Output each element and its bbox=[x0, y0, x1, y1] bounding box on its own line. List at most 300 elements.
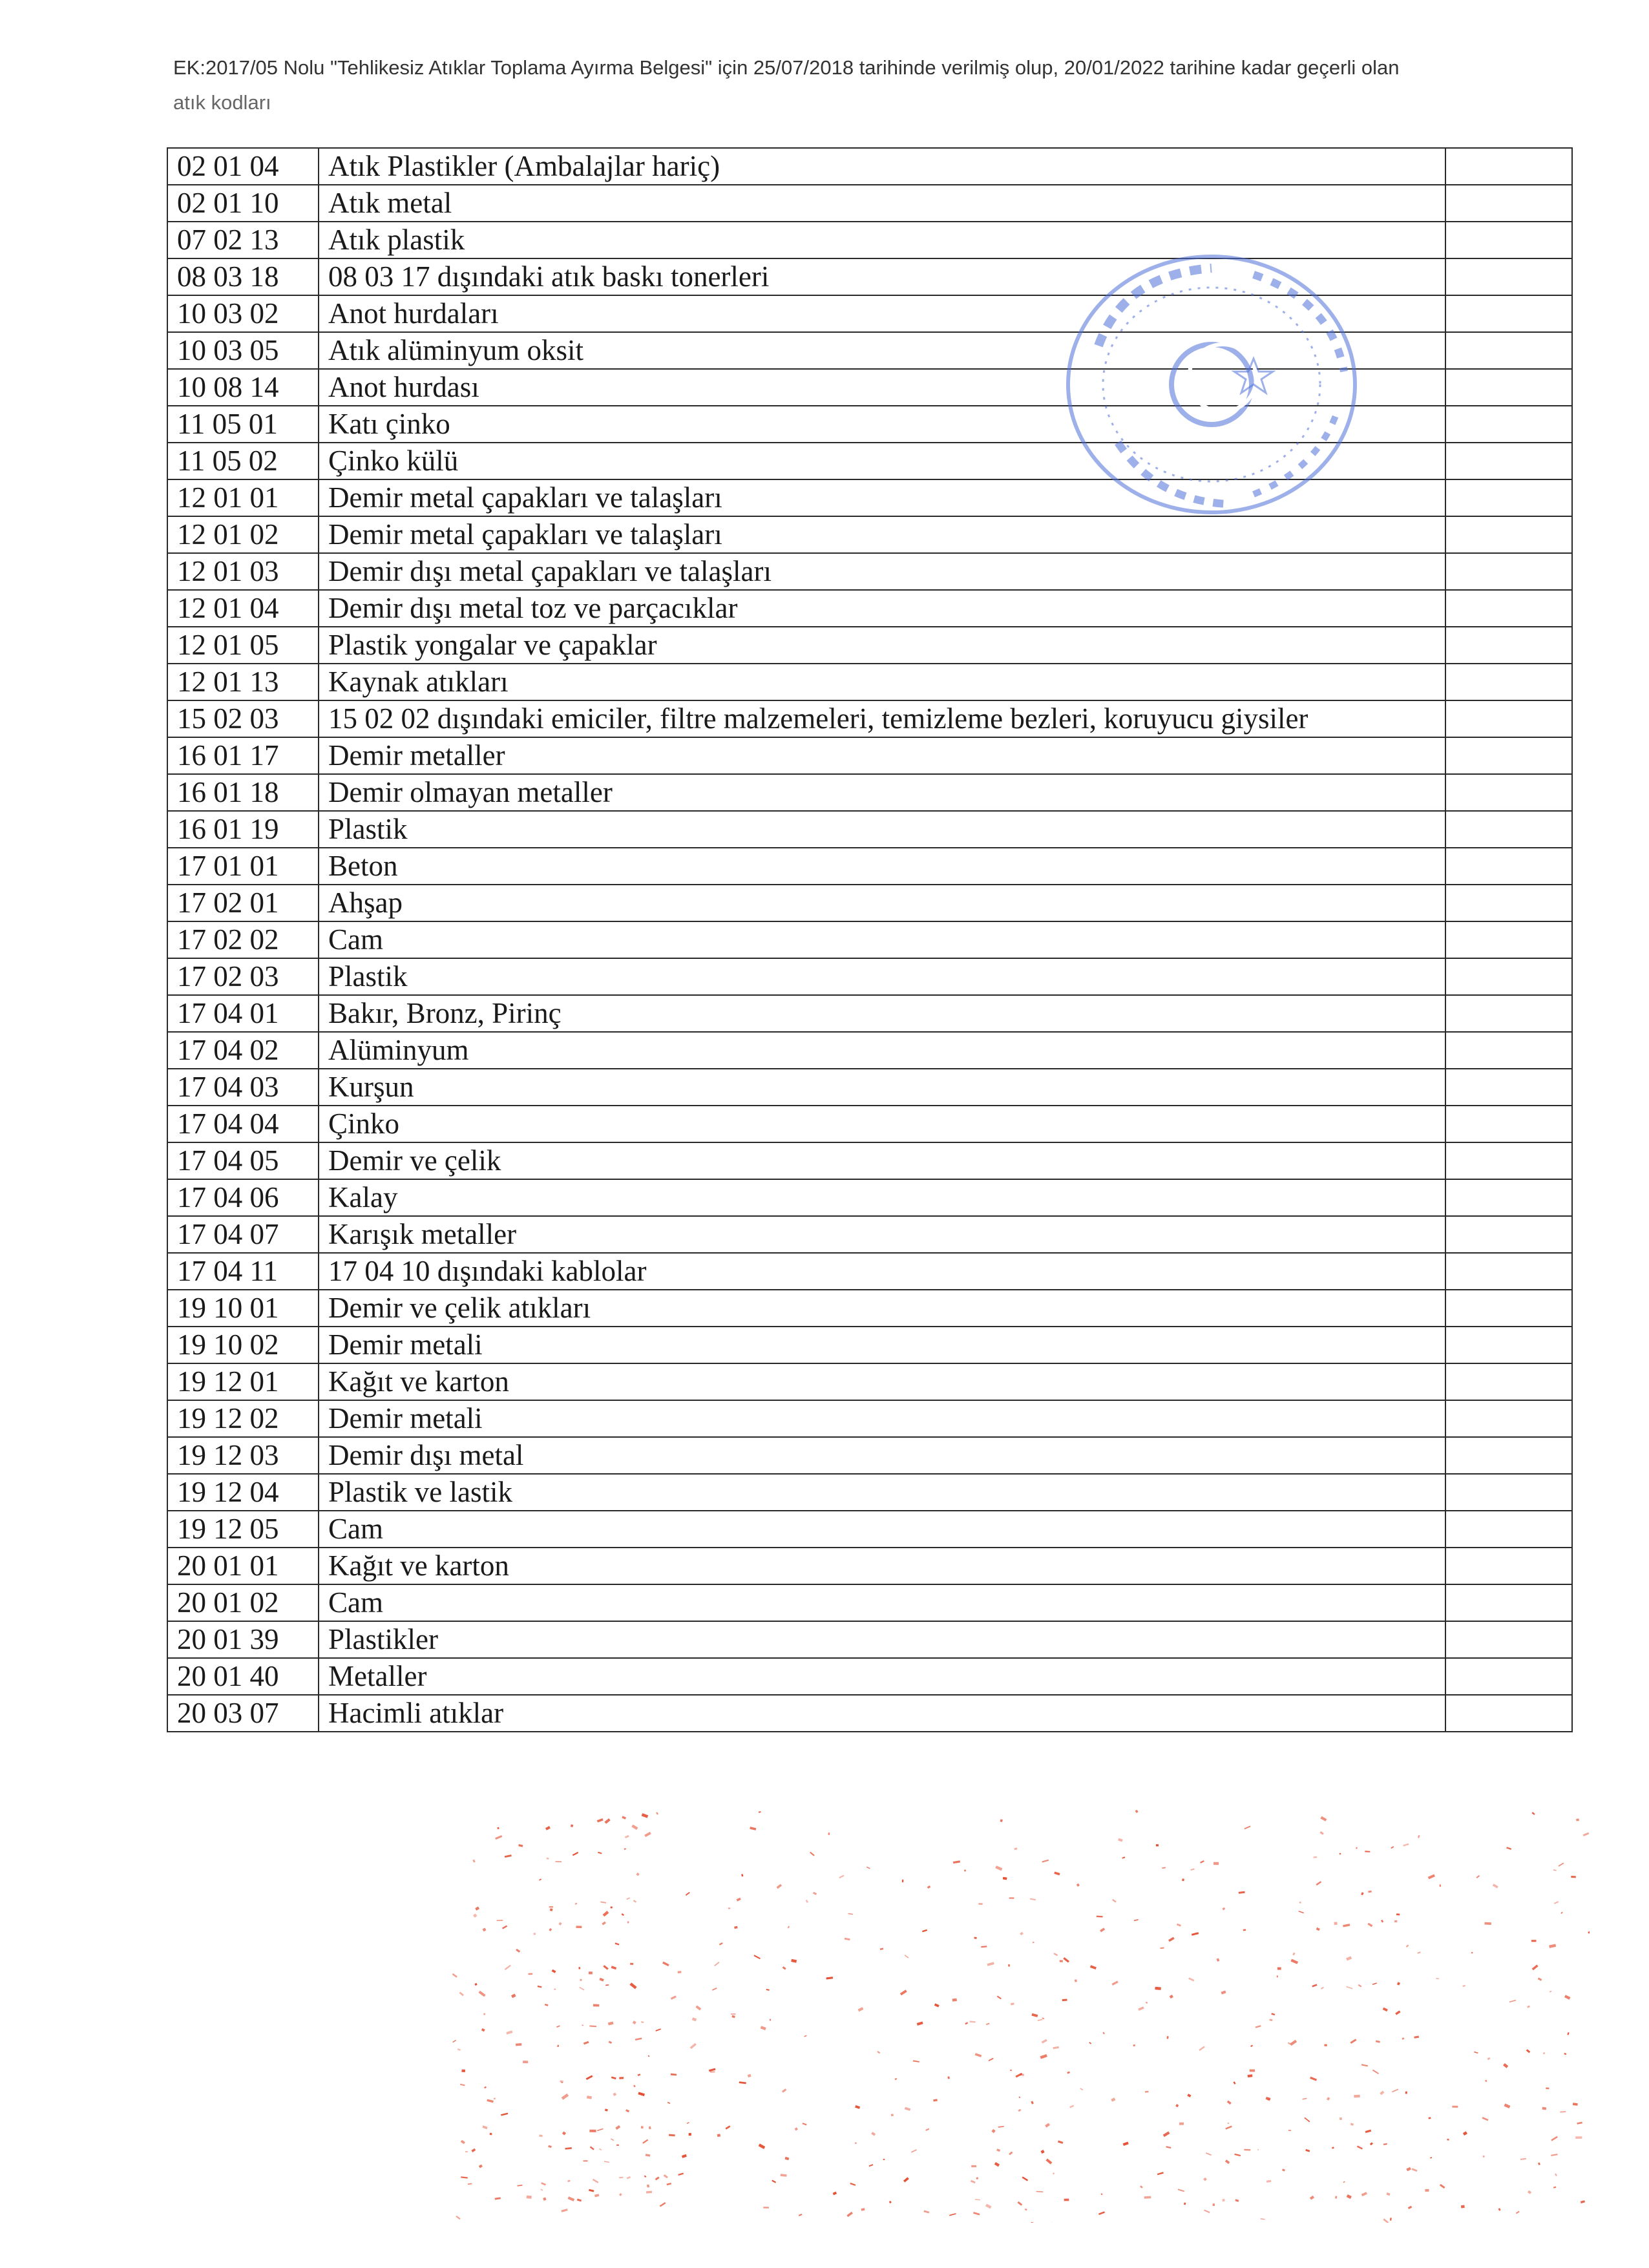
speckle-mark bbox=[461, 2070, 465, 2072]
speckle-mark bbox=[741, 1874, 743, 1876]
table-row bbox=[167, 1032, 1572, 1069]
speckle-mark bbox=[861, 2208, 865, 2211]
table-row bbox=[167, 1474, 1572, 1511]
speckle-mark bbox=[1316, 1881, 1322, 1885]
empty-cell bbox=[1445, 958, 1572, 995]
speckle-mark bbox=[562, 2094, 569, 2100]
waste-code-cell: 16 01 17 bbox=[167, 737, 319, 774]
speckle-mark bbox=[533, 1933, 536, 1935]
speckle-mark bbox=[1559, 1863, 1564, 1867]
speckle-mark bbox=[989, 2058, 994, 2061]
waste-code-cell: 19 12 03 bbox=[167, 1437, 319, 1474]
speckle-mark bbox=[1234, 2154, 1241, 2156]
speckle-mark bbox=[1217, 1958, 1220, 1961]
speckle-mark bbox=[611, 1966, 617, 1969]
speckle-mark bbox=[646, 2191, 652, 2194]
speckle-mark bbox=[895, 2078, 898, 2081]
waste-code-cell: 19 12 02 bbox=[167, 1400, 319, 1437]
speckle-mark bbox=[586, 2075, 593, 2079]
speckle-mark bbox=[1425, 2189, 1429, 2192]
speckle-mark bbox=[806, 1900, 808, 1903]
speckle-mark bbox=[1003, 1877, 1007, 1880]
speckle-mark bbox=[529, 1973, 533, 1975]
speckle-mark bbox=[516, 1949, 520, 1953]
speckle-mark bbox=[656, 1812, 658, 1814]
speckle-mark bbox=[1320, 1816, 1327, 1822]
speckle-mark bbox=[828, 1832, 830, 1835]
speckle-mark bbox=[562, 2132, 566, 2136]
speckle-mark bbox=[731, 2013, 735, 2015]
speckle-mark bbox=[671, 1995, 677, 2000]
empty-cell bbox=[1445, 1216, 1572, 1253]
speckle-mark bbox=[1020, 1932, 1024, 1935]
empty-cell bbox=[1445, 700, 1572, 737]
speckle-mark bbox=[1244, 2149, 1250, 2151]
speckle-mark bbox=[511, 1993, 516, 1998]
speckle-mark bbox=[495, 1835, 502, 1840]
speckle-mark bbox=[1429, 2117, 1431, 2119]
table-row bbox=[167, 1069, 1572, 1106]
speckle-mark bbox=[923, 2210, 929, 2214]
speckle-mark bbox=[459, 1992, 464, 1997]
speckle-mark bbox=[1261, 2218, 1265, 2220]
speckle-mark bbox=[1583, 1832, 1590, 1836]
speckle-mark bbox=[626, 1897, 630, 1900]
speckle-mark bbox=[1062, 1999, 1067, 2001]
speckle-mark bbox=[880, 1948, 884, 1950]
waste-description-cell: Demir dışı metal bbox=[319, 1437, 1445, 1474]
speckle-mark bbox=[555, 1861, 562, 1862]
speckle-mark bbox=[1199, 2046, 1204, 2051]
speckle-mark bbox=[482, 2125, 487, 2129]
table-row bbox=[167, 1658, 1572, 1695]
waste-code-cell: 20 01 02 bbox=[167, 1584, 319, 1621]
speckle-mark bbox=[1588, 1930, 1590, 1934]
speckle-mark bbox=[1546, 2088, 1549, 2090]
speckle-mark bbox=[1009, 1897, 1014, 1898]
speckle-mark bbox=[505, 1965, 511, 1970]
speckle-mark bbox=[1418, 1835, 1420, 1838]
speckle-mark bbox=[589, 2130, 596, 2132]
speckle-mark bbox=[949, 2213, 956, 2216]
empty-cell bbox=[1445, 1142, 1572, 1179]
table-row bbox=[167, 1216, 1572, 1253]
speckle-mark bbox=[1343, 1924, 1350, 1927]
waste-description-cell: Ahşap bbox=[319, 885, 1445, 921]
speckle-mark bbox=[1372, 1982, 1377, 1985]
speckle-mark bbox=[1069, 2105, 1074, 2108]
speckle-mark bbox=[461, 2140, 465, 2144]
speckle-mark bbox=[810, 1852, 815, 1856]
speckle-mark bbox=[1520, 2158, 1526, 2161]
speckle-mark bbox=[516, 2043, 521, 2046]
speckle-mark bbox=[583, 2041, 589, 2045]
speckle-mark bbox=[1000, 1819, 1003, 1822]
speckle-mark bbox=[571, 1824, 573, 1827]
speckle-mark bbox=[761, 2026, 766, 2030]
speckle-mark bbox=[1206, 2152, 1212, 2156]
speckle-mark bbox=[1350, 2039, 1357, 2044]
speckle-mark bbox=[1396, 1913, 1400, 1915]
speckle-mark bbox=[1324, 2044, 1327, 2046]
speckle-mark bbox=[1054, 1872, 1060, 1876]
speckle-mark bbox=[548, 2145, 552, 2148]
waste-code-cell: 16 01 19 bbox=[167, 811, 319, 848]
waste-description-cell: Demir metali bbox=[319, 1400, 1445, 1437]
speckle-mark bbox=[580, 1979, 582, 1981]
speckle-mark bbox=[1178, 2189, 1184, 2192]
waste-description-cell: Cam bbox=[319, 1511, 1445, 1548]
speckle-mark bbox=[1560, 1912, 1562, 1914]
speckle-mark bbox=[1332, 2147, 1334, 2149]
speckle-mark bbox=[971, 2180, 976, 2184]
speckle-mark bbox=[1025, 2209, 1027, 2211]
speckle-mark bbox=[457, 2048, 461, 2051]
speckle-mark bbox=[539, 1878, 541, 1880]
speckle-mark bbox=[627, 1921, 629, 1923]
speckle-mark bbox=[1239, 1891, 1245, 1894]
speckle-mark bbox=[971, 2165, 976, 2167]
speckle-mark bbox=[1312, 1984, 1317, 1987]
empty-cell bbox=[1445, 627, 1572, 664]
speckle-mark bbox=[1138, 2006, 1144, 2011]
waste-description-cell: Atık Plastikler (Ambalajlar hariç) bbox=[319, 148, 1445, 185]
speckle-mark bbox=[1402, 2037, 1404, 2040]
waste-description-cell: Metaller bbox=[319, 1658, 1445, 1695]
empty-cell bbox=[1445, 774, 1572, 811]
speckle-mark bbox=[452, 2040, 456, 2043]
speckle-mark bbox=[1036, 2191, 1044, 2192]
empty-cell bbox=[1445, 1327, 1572, 1363]
table-row bbox=[167, 848, 1572, 885]
speckle-mark bbox=[1343, 2181, 1345, 2183]
speckle-mark bbox=[1327, 2097, 1330, 2101]
waste-description-cell: Atık alüminyum oksit bbox=[319, 332, 1445, 369]
speckle-mark bbox=[1179, 2123, 1184, 2125]
empty-cell bbox=[1445, 848, 1572, 885]
speckle-mark bbox=[1397, 1982, 1400, 1985]
speckle-mark bbox=[545, 2004, 549, 2006]
speckle-mark bbox=[788, 1926, 790, 1928]
speckle-mark bbox=[845, 1938, 850, 1940]
speckle-mark bbox=[759, 2143, 766, 2149]
speckle-mark bbox=[839, 1875, 844, 1879]
speckle-mark bbox=[598, 1852, 602, 1854]
speckle-mark bbox=[737, 1898, 741, 1902]
speckle-mark bbox=[1504, 2103, 1511, 2108]
speckle-mark bbox=[682, 2154, 687, 2158]
speckle-mark bbox=[589, 2189, 594, 2192]
waste-code-cell: 20 03 07 bbox=[167, 1695, 319, 1732]
speckle-mark bbox=[616, 2145, 619, 2146]
speckle-mark bbox=[933, 2099, 938, 2101]
speckle-mark bbox=[1290, 2040, 1297, 2046]
speckle-mark bbox=[1288, 2042, 1291, 2044]
speckle-mark bbox=[1346, 1956, 1352, 1960]
speckle-mark bbox=[710, 2071, 715, 2072]
speckle-mark bbox=[692, 2017, 697, 2021]
speckle-mark bbox=[1414, 2036, 1419, 2039]
speckle-mark bbox=[734, 1926, 737, 1929]
waste-description-cell: Kaynak atıkları bbox=[319, 664, 1445, 700]
speckle-mark bbox=[952, 1999, 957, 2002]
speckle-mark bbox=[791, 1959, 797, 1963]
speckle-mark bbox=[610, 1906, 613, 1909]
speckle-mark bbox=[1412, 2168, 1418, 2172]
speckle-mark bbox=[1463, 2131, 1467, 2136]
speckle-mark bbox=[1314, 1856, 1318, 1858]
speckle-mark bbox=[974, 1937, 976, 1939]
waste-code-cell: 19 12 04 bbox=[167, 1474, 319, 1511]
waste-description-cell: Anot hurdaları bbox=[319, 295, 1445, 332]
speckle-mark bbox=[996, 2148, 1000, 2152]
speckle-mark bbox=[1440, 1884, 1441, 1887]
speckle-mark bbox=[1357, 2146, 1363, 2150]
speckle-mark bbox=[603, 1965, 608, 1970]
speckle-mark bbox=[1386, 2192, 1390, 2196]
speckle-mark bbox=[1045, 2123, 1050, 2127]
speckle-mark bbox=[627, 2176, 631, 2179]
waste-description-cell: Çinko külü bbox=[319, 443, 1445, 479]
speckle-mark bbox=[1447, 2139, 1449, 2141]
speckle-mark bbox=[483, 2013, 485, 2015]
speckle-mark bbox=[1471, 1952, 1473, 1954]
table-row bbox=[167, 1363, 1572, 1400]
speckle-mark bbox=[782, 2088, 786, 2092]
speckle-mark bbox=[1542, 2107, 1547, 2110]
speckle-mark bbox=[927, 1885, 930, 1889]
speckle-mark bbox=[1064, 2199, 1069, 2201]
waste-code-cell: 16 01 18 bbox=[167, 774, 319, 811]
speckle-mark bbox=[517, 2185, 522, 2187]
speckle-mark bbox=[877, 2051, 880, 2053]
table-row bbox=[167, 590, 1572, 627]
speckle-mark bbox=[799, 2214, 803, 2216]
speckle-mark bbox=[785, 2157, 790, 2160]
speckle-mark bbox=[1162, 1867, 1166, 1869]
empty-cell bbox=[1445, 995, 1572, 1032]
speckle-mark bbox=[813, 1892, 817, 1895]
speckle-mark bbox=[1170, 1995, 1173, 1999]
waste-description-cell: Atık plastik bbox=[319, 222, 1445, 258]
waste-code-cell: 08 03 18 bbox=[167, 258, 319, 295]
waste-description-cell: Demir metal çapakları ve talaşları bbox=[319, 479, 1445, 516]
speckle-mark bbox=[1482, 2117, 1488, 2121]
speckle-mark bbox=[644, 2176, 647, 2178]
speckle-mark bbox=[1376, 2041, 1380, 2043]
speckle-mark bbox=[1166, 2146, 1171, 2148]
speckle-mark bbox=[1383, 2143, 1387, 2145]
empty-cell bbox=[1445, 258, 1572, 295]
speckle-mark bbox=[1112, 1899, 1117, 1903]
speckle-mark bbox=[964, 1869, 966, 1871]
speckle-mark bbox=[826, 1977, 834, 1979]
waste-description-cell: Cam bbox=[319, 921, 1445, 958]
waste-description-cell: Plastik ve lastik bbox=[319, 1474, 1445, 1511]
waste-code-cell: 12 01 04 bbox=[167, 590, 319, 627]
speckle-mark bbox=[850, 2183, 856, 2186]
empty-cell bbox=[1445, 1106, 1572, 1142]
waste-description-cell: Bakır, Bronz, Pirinç bbox=[319, 995, 1445, 1032]
speckle-mark bbox=[833, 2192, 837, 2196]
speckle-mark bbox=[855, 2105, 860, 2109]
speckle-mark bbox=[1277, 1975, 1279, 1977]
empty-cell bbox=[1445, 1253, 1572, 1290]
empty-cell bbox=[1445, 479, 1572, 516]
speckle-mark bbox=[1200, 1860, 1204, 1864]
speckle-mark bbox=[1370, 2142, 1373, 2145]
speckle-mark bbox=[605, 1984, 609, 1986]
speckle-mark bbox=[976, 2177, 978, 2179]
empty-cell bbox=[1445, 1032, 1572, 1069]
speckle-mark bbox=[905, 1955, 909, 1958]
speckle-mark bbox=[985, 2204, 992, 2209]
speckle-mark bbox=[605, 2108, 608, 2111]
speckle-mark bbox=[712, 1988, 717, 1991]
speckle-mark bbox=[987, 1962, 994, 1966]
speckle-mark bbox=[973, 2212, 980, 2215]
speckle-mark bbox=[1383, 2218, 1389, 2223]
speckle-mark bbox=[624, 1848, 626, 1850]
empty-cell bbox=[1445, 1584, 1572, 1621]
speckle-mark bbox=[655, 2028, 661, 2032]
speckle-mark bbox=[1204, 2210, 1210, 2214]
speckle-mark bbox=[1245, 1826, 1251, 1829]
speckle-mark bbox=[649, 2126, 651, 2130]
waste-description-cell: Demir ve çelik bbox=[319, 1142, 1445, 1179]
waste-code-cell: 17 04 07 bbox=[167, 1216, 319, 1253]
speckle-mark bbox=[889, 2201, 892, 2203]
speckle-mark bbox=[611, 2077, 616, 2080]
empty-cell bbox=[1445, 369, 1572, 406]
table-row bbox=[167, 1621, 1572, 1658]
speckle-mark bbox=[622, 1816, 626, 1820]
speckle-mark bbox=[1350, 2123, 1354, 2125]
waste-description-cell: Kağıt ve karton bbox=[319, 1548, 1445, 1584]
waste-code-cell: 10 03 02 bbox=[167, 295, 319, 332]
speckle-mark bbox=[1532, 1964, 1539, 1970]
table-row bbox=[167, 1584, 1572, 1621]
waste-code-cell: 11 05 01 bbox=[167, 406, 319, 443]
empty-cell bbox=[1445, 1290, 1572, 1327]
speckle-mark bbox=[465, 2151, 468, 2152]
speckle-mark bbox=[609, 2041, 612, 2044]
speckle-mark bbox=[1250, 2070, 1255, 2072]
speckle-mark bbox=[848, 1913, 853, 1915]
speckle-mark bbox=[554, 1988, 556, 1990]
waste-code-cell: 19 12 01 bbox=[167, 1363, 319, 1400]
speckle-mark bbox=[1575, 2136, 1582, 2139]
speckle-mark bbox=[1227, 2101, 1232, 2105]
speckle-mark bbox=[1221, 1990, 1226, 1994]
speckle-mark bbox=[1080, 2088, 1083, 2090]
speckle-mark bbox=[619, 2193, 622, 2196]
speckle-mark bbox=[483, 1927, 487, 1931]
speckle-mark bbox=[1018, 2201, 1023, 2206]
table-row bbox=[167, 1548, 1572, 1584]
speckle-mark bbox=[777, 1884, 782, 1889]
waste-description-cell: Demir metali bbox=[319, 1327, 1445, 1363]
waste-description-cell: Demir dışı metal toz ve parçacıklar bbox=[319, 590, 1445, 627]
waste-description-cell: 15 02 02 dışındaki emiciler, filtre malzemeleri, temizleme bezleri, koruyucu giysiler bbox=[319, 700, 1445, 737]
speckle-mark bbox=[1097, 1916, 1103, 1918]
speckle-mark bbox=[1144, 2196, 1151, 2199]
table-row bbox=[167, 627, 1572, 664]
speckle-mark bbox=[641, 2021, 644, 2022]
speckle-mark bbox=[995, 1865, 1002, 1871]
speckle-mark bbox=[602, 1922, 605, 1926]
speckle-mark bbox=[1292, 1953, 1295, 1956]
speckle-mark bbox=[1187, 2094, 1191, 2097]
speckle-mark bbox=[1346, 1986, 1352, 1990]
speckle-mark bbox=[759, 1811, 761, 1813]
waste-code-cell: 17 01 01 bbox=[167, 848, 319, 885]
speckle-mark bbox=[804, 2035, 806, 2037]
speckle-mark bbox=[1030, 1898, 1036, 1901]
speckle-mark bbox=[1111, 2097, 1115, 2101]
speckle-mark bbox=[1135, 1810, 1139, 1813]
speckle-mark bbox=[619, 2177, 624, 2179]
speckle-mark bbox=[1367, 1923, 1372, 1927]
speckle-mark bbox=[633, 2021, 636, 2024]
speckle-mark bbox=[582, 2024, 583, 2026]
waste-code-cell: 19 10 02 bbox=[167, 1327, 319, 1363]
speckle-mark bbox=[655, 2176, 660, 2180]
speckle-mark bbox=[1395, 2010, 1400, 2015]
speckle-mark bbox=[934, 2003, 940, 2007]
speckle-mark bbox=[1503, 2063, 1508, 2068]
table-row bbox=[167, 1400, 1572, 1437]
table-row bbox=[167, 516, 1572, 553]
speckle-mark bbox=[527, 2196, 532, 2199]
speckle-mark bbox=[709, 2068, 716, 2072]
speckle-mark bbox=[636, 1873, 639, 1876]
speckle-mark bbox=[589, 2025, 596, 2027]
speckle-mark bbox=[543, 2198, 546, 2201]
speckle-mark bbox=[763, 2207, 769, 2209]
table-row bbox=[167, 1290, 1572, 1327]
empty-cell bbox=[1445, 1400, 1572, 1437]
speckle-mark bbox=[633, 2085, 636, 2088]
speckle-mark bbox=[1250, 2045, 1253, 2047]
waste-description-cell: Plastik yongalar ve çapaklar bbox=[319, 627, 1445, 664]
speckle-mark bbox=[1118, 1838, 1123, 1842]
waste-description-cell: Katı çinko bbox=[319, 406, 1445, 443]
speckle-mark bbox=[1225, 2159, 1230, 2164]
waste-code-cell: 19 12 05 bbox=[167, 1511, 319, 1548]
speckle-mark bbox=[1100, 1927, 1105, 1932]
speckle-mark bbox=[481, 2028, 485, 2032]
speckle-mark bbox=[597, 1818, 604, 1823]
speckle-mark bbox=[1053, 2046, 1059, 2049]
speckle-mark bbox=[1554, 1901, 1559, 1904]
speckle-mark bbox=[770, 2019, 771, 2021]
speckle-mark bbox=[1461, 2205, 1465, 2209]
speckle-mark bbox=[1248, 2074, 1253, 2077]
waste-code-cell: 12 01 13 bbox=[167, 664, 319, 700]
speckle-mark bbox=[1022, 2176, 1029, 2181]
speckle-mark bbox=[641, 2126, 644, 2128]
speckle-mark bbox=[1476, 1875, 1480, 1878]
empty-cell bbox=[1445, 332, 1572, 369]
speckle-mark bbox=[552, 1969, 556, 1973]
waste-description-cell: Anot hurdası bbox=[319, 369, 1445, 406]
speckle-mark bbox=[719, 1942, 723, 1946]
speckle-mark bbox=[1188, 1977, 1194, 1981]
speckle-mark bbox=[1177, 1924, 1181, 1927]
speckle-mark bbox=[1392, 2089, 1398, 2093]
speckle-mark bbox=[1485, 2080, 1487, 2083]
